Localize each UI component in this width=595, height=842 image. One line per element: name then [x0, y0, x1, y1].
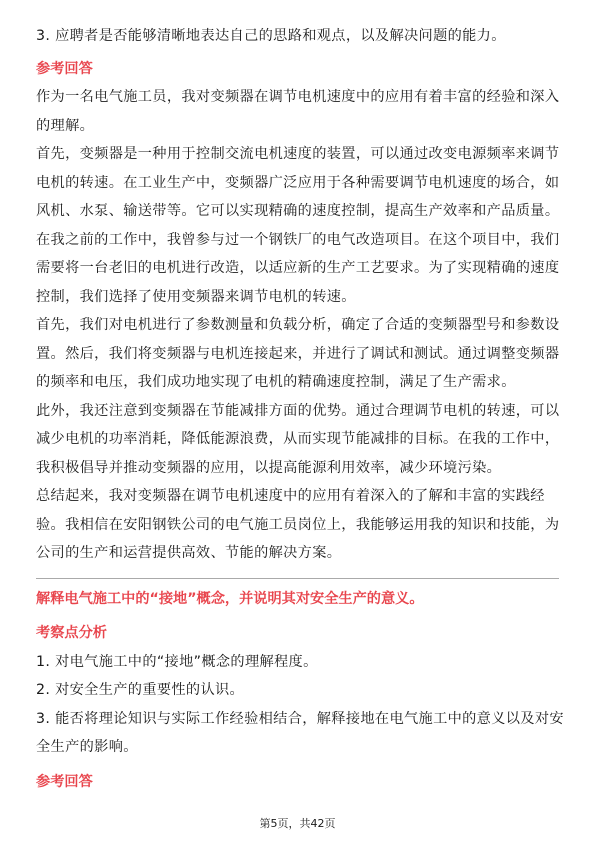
- analysis-item: 3. 能否将理论知识与实际工作经验相结合，解释接地在电气施工中的意义以及对安: [36, 710, 564, 727]
- answer-line: 减少电机的功率消耗，降低能源浪费，从而实现节能减排的目标。在我的工作中，: [36, 431, 560, 447]
- answer-line: 需要将一台老旧的电机进行改造，以适应新的生产工艺要求。为了实现精确的速度: [36, 260, 560, 276]
- reference-answer-heading: 参考回答: [36, 60, 93, 77]
- section-divider: [36, 578, 559, 579]
- answer-line: 验。我相信在安阳钢铁公司的电气施工员岗位上，我能够运用我的知识和技能，为: [36, 516, 560, 533]
- answer-line: 此外，我还注意到变频器在节能减排方面的优势。通过合理调节电机的转速，可以: [36, 402, 560, 419]
- answer-line: 我积极倡导并推动变频器的应用，以提高能源利用效率，减少环境污染。: [36, 459, 502, 476]
- answer-line: 在我之前的工作中，我曾参与过一个钢铁厂的电气改造项目。在这个项目中，我们: [36, 231, 560, 248]
- analysis-item-continuation: 全生产的影响。: [36, 739, 138, 755]
- analysis-heading: 考察点分析: [36, 625, 107, 641]
- answer-line: 电机的转速。在工业生产中，变频器广泛应用于各种需要调节电机速度的场合，如: [36, 174, 560, 191]
- answer-line: 作为一名电气施工员，我对变频器在调节电机速度中的应用有着丰富的经验和深入: [36, 89, 560, 105]
- answer-line: 首先，我们对电机进行了参数测量和负载分析，确定了合适的变频器型号和参数设: [36, 317, 560, 333]
- analysis-list: [36, 648, 564, 762]
- answer-line: 置。然后，我们将变频器与电机连接起来，并进行了调试和测试。通过调整变频器: [36, 345, 560, 362]
- answer-line: 的理解。: [36, 117, 95, 134]
- answer-line: 公司的生产和运营提供高效、节能的解决方案。: [36, 545, 342, 561]
- answer-line: 控制，我们选择了使用变频器来调节电机的转速。: [36, 288, 356, 305]
- reference-answer-body: [36, 83, 559, 568]
- answer-line: 总结起来，我对变频器在调节电机速度中的应用有着深入的了解和丰富的实践经: [36, 488, 545, 504]
- document-page: [36, 22, 564, 796]
- analysis-item-3: 3. 应聘者是否能够清晰地表达自己的思路和观点，以及解决问题的能力。: [36, 28, 506, 44]
- answer-line: 风机、水泵、输送带等。它可以实现精确的速度控制，提高生产效率和产品质量。: [36, 203, 560, 219]
- reference-answer-heading-2: 参考回答: [36, 773, 93, 790]
- answer-line: 首先，变频器是一种用于控制交流电机速度的装置，可以通过改变电源频率来调节: [36, 146, 560, 162]
- page-number: 第5页，共42页: [259, 817, 336, 830]
- interview-question-heading: 解释电气施工中的“接地”概念，并说明其对安全生产的意义。: [36, 590, 424, 607]
- analysis-item: 2. 对安全生产的重要性的认识。: [36, 682, 245, 698]
- analysis-item: 1. 对电气施工中的“接地”概念的理解程度。: [36, 653, 318, 670]
- answer-line: 的频率和电压，我们成功地实现了电机的精确速度控制，满足了生产需求。: [36, 374, 516, 390]
